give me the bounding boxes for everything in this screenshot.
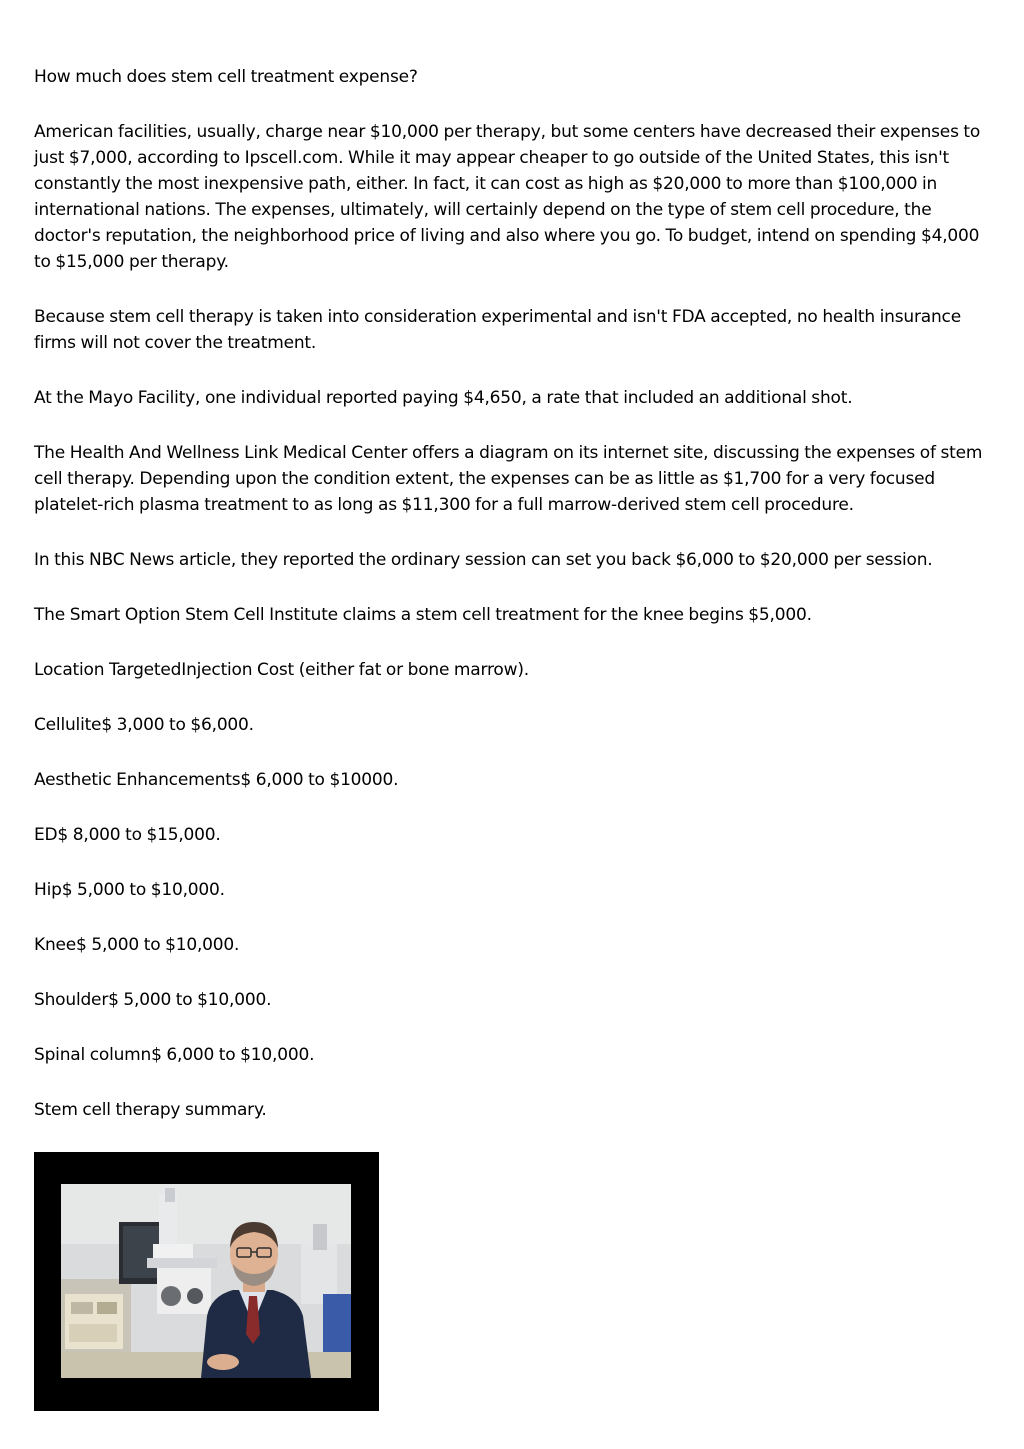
paragraph-nbc: In this NBC News article, they reported the ordinary session can set you back $6,000 to $20,000 per session. (34, 550, 933, 570)
cost-row-hip: Hip$ 5,000 to $10,000. (34, 880, 225, 900)
cost-row-aesthetic: Aesthetic Enhancements$ 6,000 to $10000. (34, 770, 399, 790)
paragraph-mayo: At the Mayo Facility, one individual reported paying $4,650, a rate that included an additional shot. (34, 388, 853, 408)
cost-row-shoulder: Shoulder$ 5,000 to $10,000. (34, 990, 272, 1010)
cost-table-header: Location TargetedInjection Cost (either fat or bone marrow). (34, 660, 529, 680)
cost-row-spinal: Spinal column$ 6,000 to $10,000. (34, 1045, 315, 1065)
article-body (34, 64, 994, 1411)
paragraph-insurance: Because stem cell therapy is taken into consideration experimental and isn't FDA accepted, no health insurance firms will not cover the treatment. (34, 307, 961, 353)
cost-row-knee: Knee$ 5,000 to $10,000. (34, 935, 240, 955)
cost-row-cellulite: Cellulite$ 3,000 to $6,000. (34, 715, 254, 735)
summary-heading: Stem cell therapy summary. (34, 1100, 267, 1120)
doctor-photo-image (61, 1184, 351, 1378)
question-heading: How much does stem cell treatment expense? (34, 67, 418, 87)
cost-row-ed: ED$ 8,000 to $15,000. (34, 825, 221, 845)
paragraph-us-facility-costs: American facilities, usually, charge near $10,000 per therapy, but some centers have decreased their expenses to just $7,000, according to Ipscell.com. While it may appear cheaper to go outside of the United States, this isn't constantly the most inexpensive path, either. In fact, it can cost as high as $20,000 to more than $100,000 in international nations. The expenses, ultimately, will certainly depend on the type of stem cell procedure, the doctor's reputation, the neighborhood price of living and also where you go. To budget, intend on spending $4,000 to $15,000 per therapy. (34, 122, 981, 272)
paragraph-health-link: The Health And Wellness Link Medical Center offers a diagram on its internet site, discussing the expenses of stem cell therapy. Depending upon the condition extent, the expenses can be as little as $1,700 for a very focused platelet-rich plasma treatment to as long as $11,300 for a full marrow-derived stem cell procedure. (34, 443, 983, 515)
doctor-photo (34, 1152, 379, 1411)
paragraph-smart-option: The Smart Option Stem Cell Institute claims a stem cell treatment for the knee begins $5,000. (34, 605, 812, 625)
